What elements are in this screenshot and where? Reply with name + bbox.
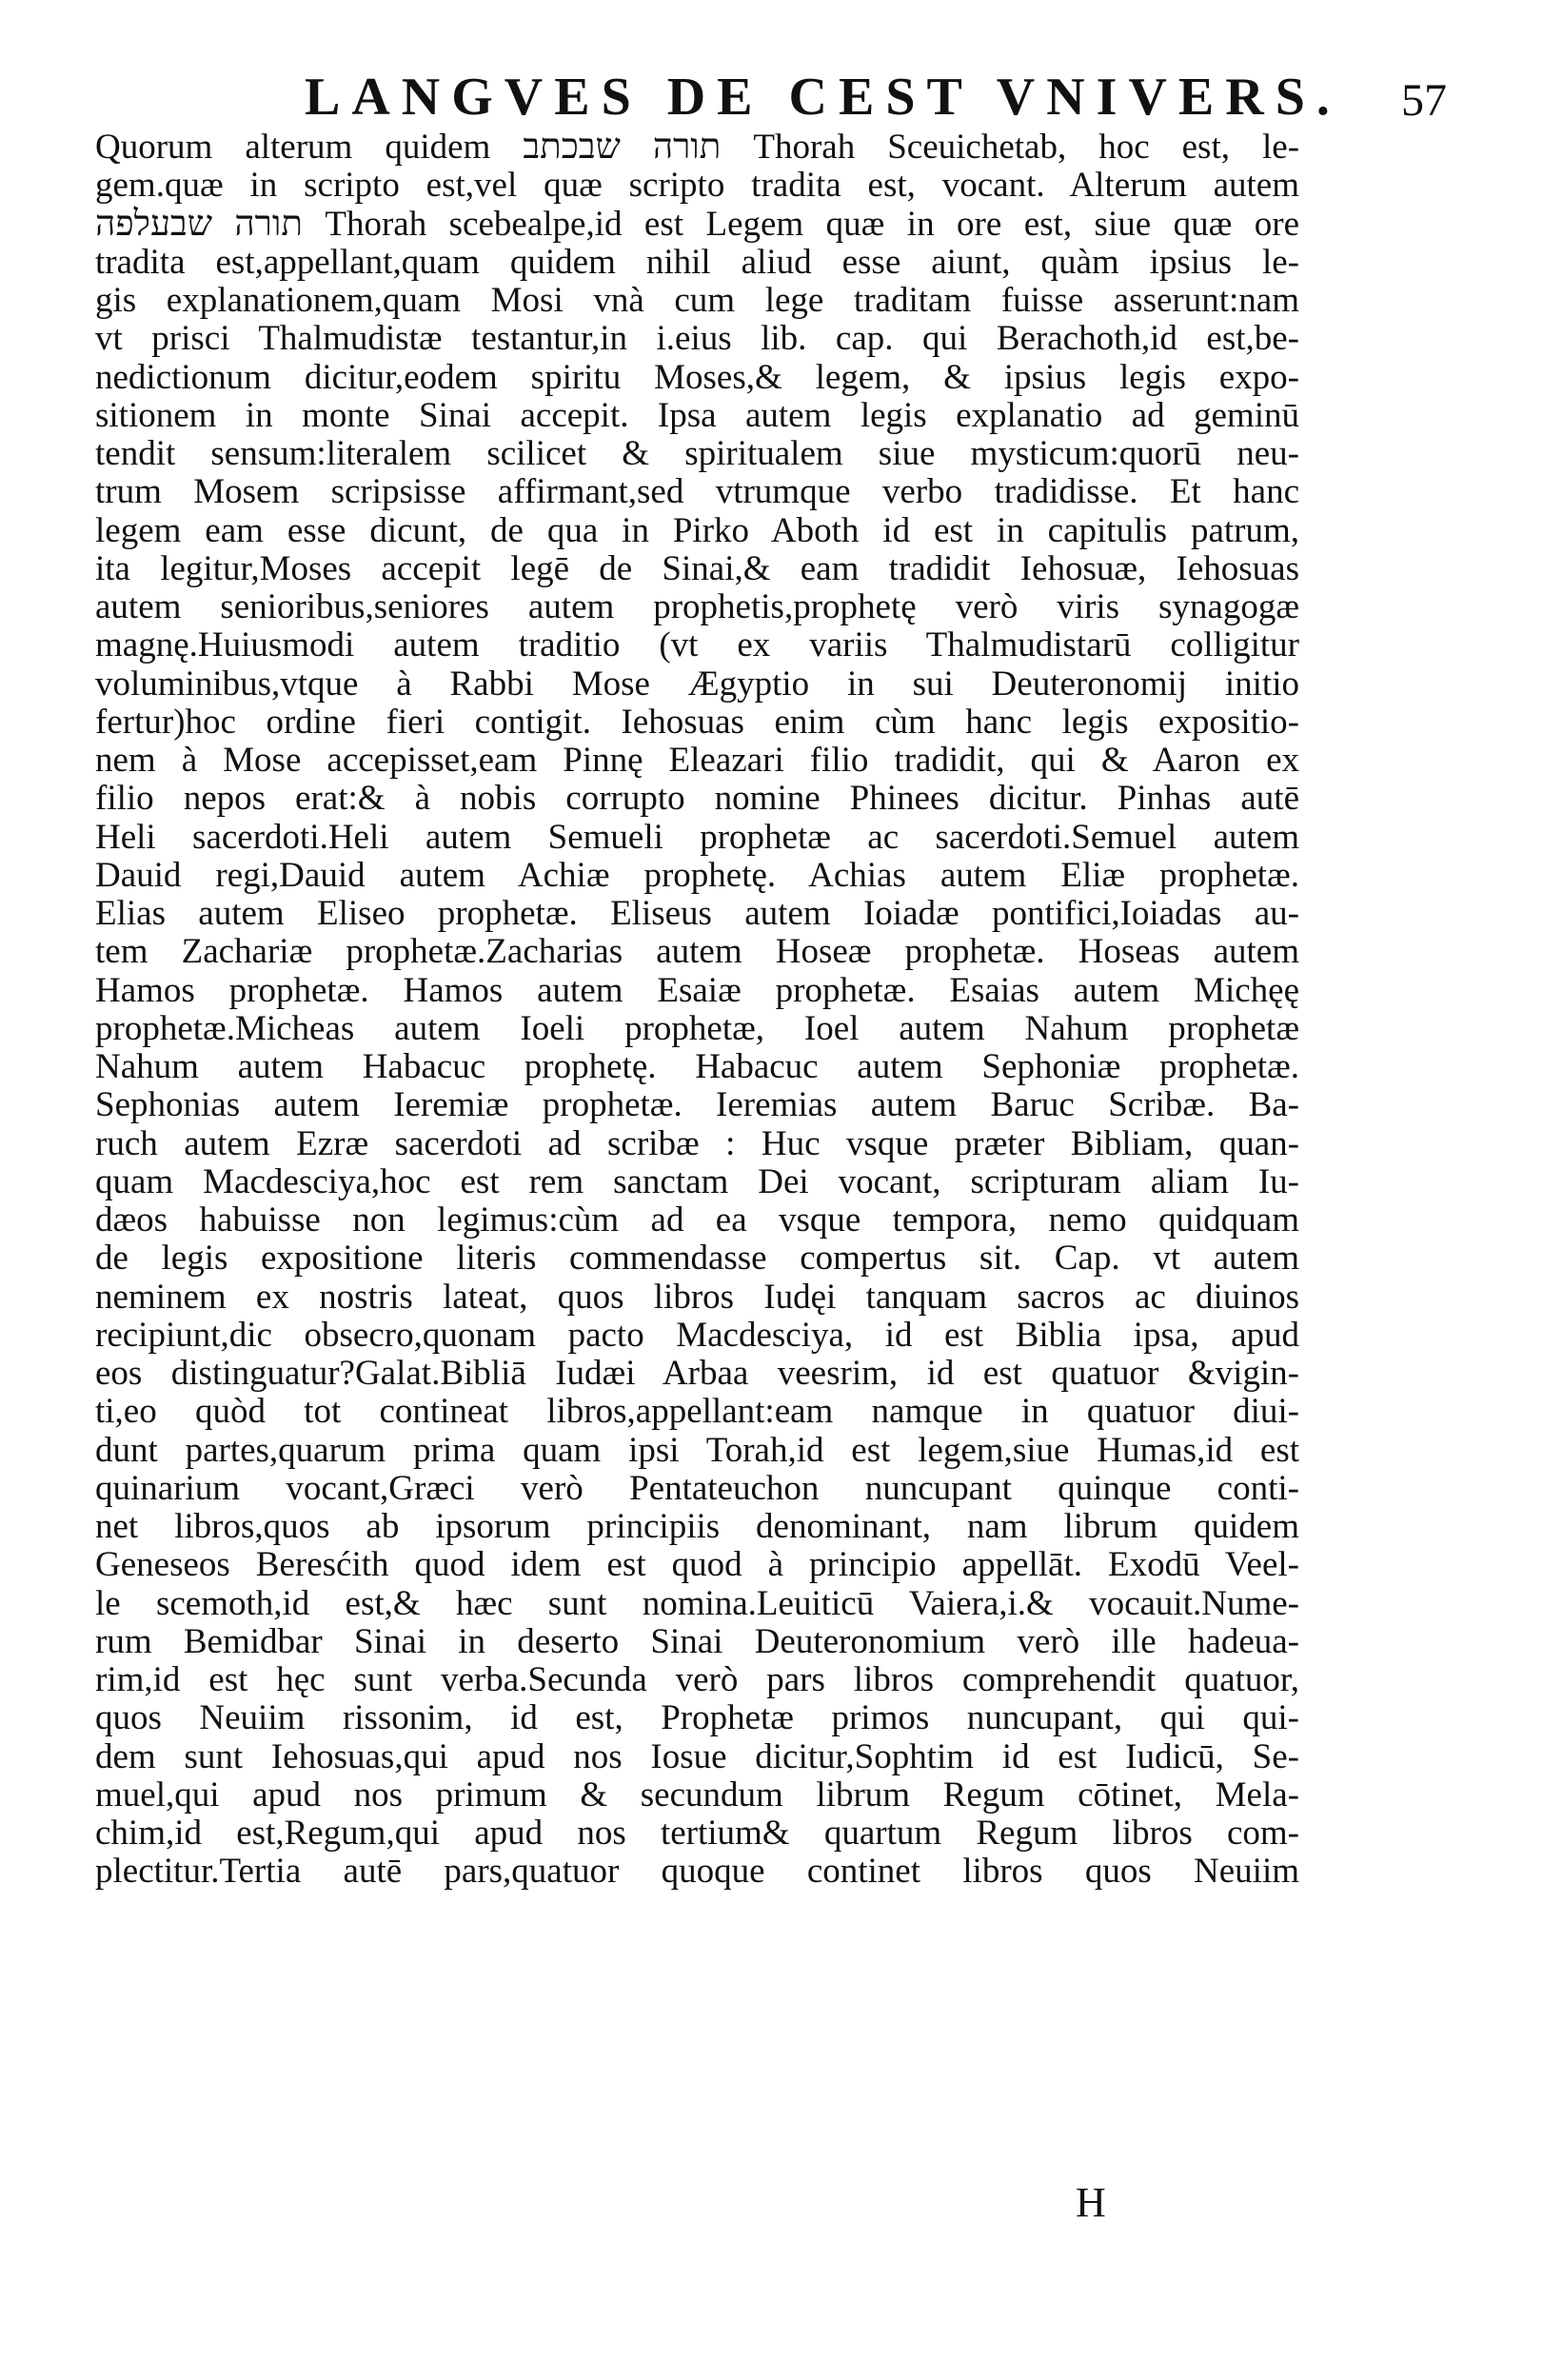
body-text: [95, 129, 1299, 1930]
text-line: quam Macdesciya,hoc est rem sanctam Dei vocant, scripturam aliam Iu-: [95, 1162, 1299, 1201]
text-line: Heli sacerdoti.Heli autem Semueli prophetæ ac sacerdoti.Semuel autem: [95, 818, 1299, 857]
text-line: trum Mosem scripsisse affirmant,sed vtrumque verbo tradidisse. Et hanc: [95, 473, 1299, 512]
text-line: chim,id est,Regum,qui apud nos tertium& quartum Regum libros com-: [95, 1815, 1299, 1853]
text-line: le scemoth,id est,& hæc sunt nomina.Leuiticū Vaiera,i.& vocauit.Nume-: [95, 1584, 1299, 1623]
text-line: muel,qui apud nos primum & secundum librum Regum cōtinet, Mela-: [95, 1775, 1299, 1815]
text-line: recipiunt,dic obsecro,quonam pacto Macdesciya, id est Biblia ipsa, apud: [95, 1316, 1299, 1355]
text-line: autem senioribus,seniores autem prophetis,prophetę verò viris synagogæ: [95, 588, 1299, 626]
text-line: gem.quæ in scripto est,vel quæ scripto tradita est, vocant. Alterum autem: [95, 167, 1299, 206]
text-line: gis explanationem,quam Mosi vnà cum lege traditam fuisse asserunt:nam: [95, 282, 1299, 320]
text-line: tradita est,appellant,quam quidem nihil aliud esse aiunt, quàm ipsius le-: [95, 243, 1299, 282]
text-line: plectitur.Tertia autē pars,quatuor quoque continet libros quos Neuiim: [95, 1853, 1299, 1892]
text-line: Geneseos Beresćith quod idem est quod à principio appellāt. Exodū Veel-: [95, 1546, 1299, 1585]
text-line: תורה שבעלפה Thorah scebealpe,id est Legem quæ in ore est, siue quæ ore: [95, 205, 1299, 244]
text-line: dæos habuisse non legimus:cùm ad ea vsque tempora, nemo quidquam: [95, 1201, 1299, 1240]
text-line: Nahum autem Habacuc prophetę. Habacuc autem Sephoniæ prophetæ.: [95, 1048, 1299, 1086]
text-line: sitionem in monte Sinai accepit. Ipsa autem legis explanatio ad geminū: [95, 396, 1299, 435]
catchword: H: [1076, 2179, 1106, 2226]
text-line: de legis expositione literis commendasse compertus sit. Cap. vt autem: [95, 1240, 1299, 1279]
text-line: filio nepos erat:& à nobis corrupto nomine Phinees dicitur. Pinhas autē: [95, 780, 1299, 819]
text-line: tem Zachariæ prophetæ.Zacharias autem Hoseæ prophetæ. Hoseas autem: [95, 933, 1299, 972]
text-line: ita legitur,Moses accepit legē de Sinai,& eam tradidit Iehosuæ, Iehosuas: [95, 549, 1299, 588]
text-line: quos Neuiim rissonim, id est, Prophetæ primos nuncupant, qui qui-: [95, 1699, 1299, 1738]
running-title: LANGVES DE CEST VNIVERS.: [305, 68, 1341, 127]
text-line: fertur)hoc ordine fieri contigit. Iehosuas enim cùm hanc legis expositio-: [95, 703, 1299, 742]
text-line: neminem ex nostris lateat, quos libros Iudęi tanquam sacros ac diuinos: [95, 1278, 1299, 1317]
text-line: ruch autem Ezræ sacerdoti ad scribæ : Huc vsque præter Bibliam, quan-: [95, 1124, 1299, 1163]
text-line: rim,id est hęc sunt verba.Secunda verò pars libros comprehendit quatuor,: [95, 1661, 1299, 1699]
text-line: quinarium vocant,Græci verò Pentateuchon nuncupant quinque conti-: [95, 1469, 1299, 1508]
text-line: Sephonias autem Ieremiæ prophetæ. Ieremias autem Baruc Scribæ. Ba-: [95, 1086, 1299, 1125]
text-line: prophetæ.Micheas autem Ioeli prophetæ, Ioel autem Nahum prophetæ: [95, 1009, 1299, 1048]
text-line: eos distinguatur?Galat.Bibliā Iudæi Arbaa veesrim, id est quatuor &vigin-: [95, 1355, 1299, 1393]
text-line: legem eam esse dicunt, de qua in Pirko Aboth id est in capitulis patrum,: [95, 511, 1299, 550]
text-line: vt prisci Thalmudistæ testantur,in i.eius lib. cap. qui Berachoth,id est,be-: [95, 320, 1299, 359]
text-line: rum Bemidbar Sinai in deserto Sinai Deuteronomium verò ille hadeua-: [95, 1622, 1299, 1661]
text-line: dunt partes,quarum prima quam ipsi Torah,id est legem,siue Humas,id est: [95, 1431, 1299, 1470]
text-line: tendit sensum:literalem scilicet & spiritualem siue mysticum:quorū neu-: [95, 435, 1299, 473]
text-line: Elias autem Eliseo prophetæ. Eliseus autem Ioiadæ pontifici,Ioiadas au-: [95, 895, 1299, 933]
page-number: 57: [1401, 75, 1447, 126]
text-line: ti,eo quòd tot contineat libros,appellant:eam namque in quatuor diui-: [95, 1393, 1299, 1432]
text-line: nedictionum dicitur,eodem spiritu Moses,& legem, & ipsius legis expo-: [95, 358, 1299, 397]
text-line: Hamos prophetæ. Hamos autem Esaiæ prophetæ. Esaias autem Michęę: [95, 971, 1299, 1010]
text-line: voluminibus,vtque à Rabbi Mose Ægyptio in sui Deuteronomij initio: [95, 664, 1299, 704]
text-line: nem à Mose accepisset,eam Pinnę Eleazari filio tradidit, qui & Aaron ex: [95, 742, 1299, 780]
text-line: [95, 1892, 1299, 1930]
text-line: net libros,quos ab ipsorum principiis denominant, nam librum quidem: [95, 1508, 1299, 1546]
text-line: Dauid regi,Dauid autem Achiæ prophetę. Achias autem Eliæ prophetæ.: [95, 856, 1299, 895]
text-line: dem sunt Iehosuas,qui apud nos Iosue dicitur,Sophtim id est Iudicū, Se-: [95, 1737, 1299, 1776]
text-line: Quorum alterum quidem תורה שבכתב Thorah Sceuichetab, hoc est, le-: [95, 129, 1299, 167]
text-line: magnę.Huiusmodi autem traditio (vt ex variis Thalmudistarū colligitur: [95, 626, 1299, 665]
